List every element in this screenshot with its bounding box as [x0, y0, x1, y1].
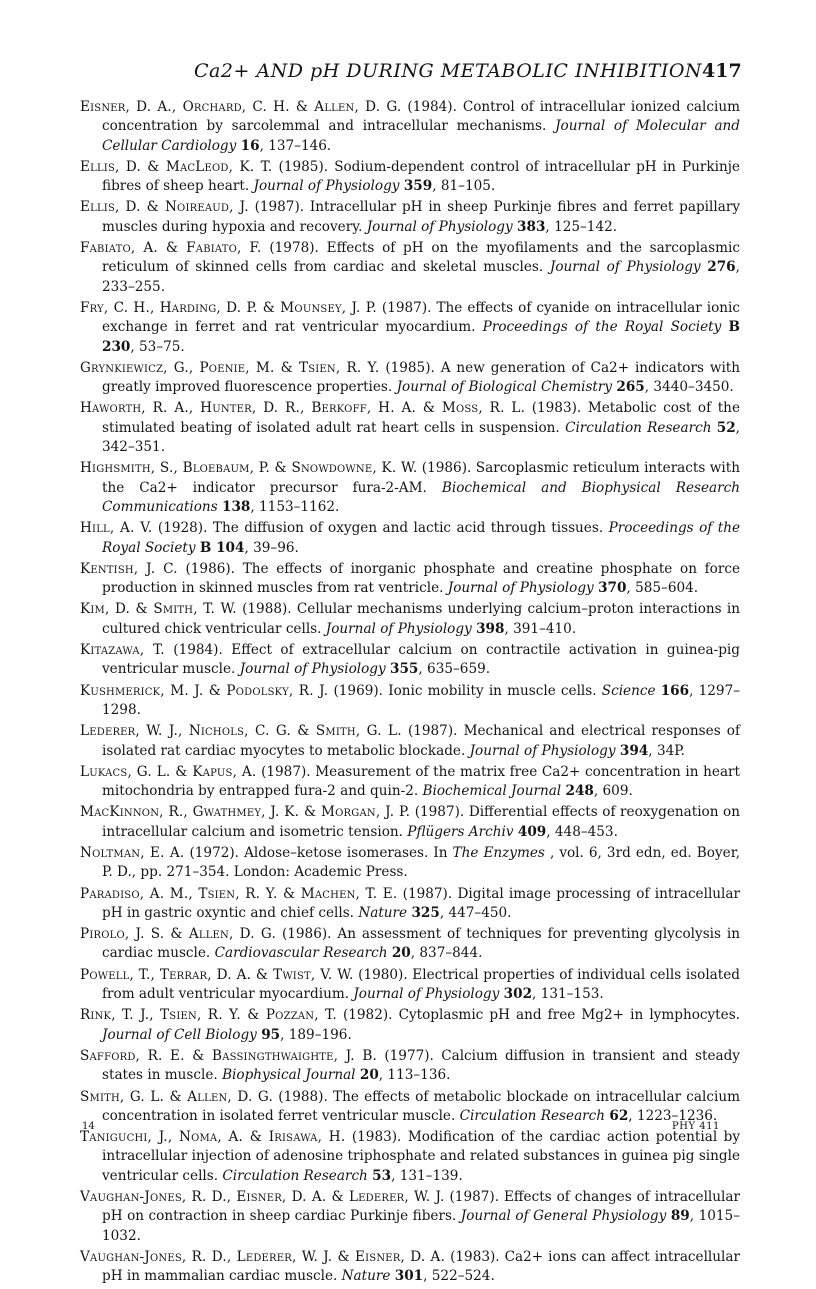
reference-journal: Nature	[358, 904, 408, 921]
reference-journal: Journal of Physiology	[469, 742, 616, 759]
reference-year: (1987).	[414, 804, 465, 821]
reference-year: (1987).	[402, 885, 453, 902]
reference-entry	[80, 1188, 740, 1246]
reference-entry	[80, 98, 740, 156]
reference-authors: Vaughan-Jones, R. D., Eisner, D. A. & Lederer, W. J.	[80, 1189, 445, 1206]
reference-journal: Journal of General Physiology	[460, 1208, 667, 1225]
reference-entry	[80, 600, 740, 639]
reference-volume: 20	[359, 1067, 379, 1084]
running-header	[0, 60, 816, 90]
reference-entry	[80, 359, 740, 398]
reference-volume: 383	[517, 218, 546, 235]
running-title: Ca2+ AND pH DURING METABOLIC INHIBITION	[194, 60, 703, 82]
reference-volume: 355	[390, 661, 419, 678]
reference-year: (1984).	[407, 99, 457, 115]
reference-list	[80, 98, 740, 1289]
reference-year: (1984).	[173, 642, 223, 659]
reference-entry	[80, 1248, 740, 1287]
reference-journal: Proceedings of the Royal Society	[102, 520, 741, 556]
reference-journal: Circulation Research	[222, 1167, 368, 1184]
reference-title: Ca2+ ions can affect intracellular pH in mammalian cardiac muscle.	[102, 1248, 740, 1285]
reference-pages: , 585–604.	[626, 580, 699, 597]
reference-year: (1982).	[342, 1007, 393, 1024]
reference-volume: 16	[240, 137, 260, 154]
reference-year: (1986).	[185, 560, 236, 577]
reference-entry	[80, 763, 740, 802]
reference-authors: Kitazawa, T.	[80, 642, 165, 659]
reference-authors: Fabiato, A. & Fabiato, F.	[80, 240, 262, 257]
reference-authors: Eisner, D. A., Orchard, C. H. & Allen, D. G.	[80, 99, 402, 115]
reference-volume: 265	[616, 379, 645, 396]
reference-pages: , 39–96.	[244, 539, 299, 556]
reference-journal: Journal of Physiology	[239, 661, 386, 678]
reference-year: (1983).	[450, 1248, 500, 1265]
reference-pages: , 1153–1162.	[250, 498, 340, 515]
reference-title: Digital image processing of intracellular pH in gastric oxyntic and chief cells.	[102, 885, 741, 921]
reference-journal: Circulation Research	[459, 1107, 606, 1124]
reference-year: (1985).	[278, 158, 329, 175]
reference-year: (1977).	[384, 1047, 434, 1064]
reference-authors: Lederer, W. J., Nichols, C. G. & Smith, G. L.	[80, 723, 402, 740]
reference-journal: Journal of Biological Chemistry	[396, 379, 613, 396]
reference-title: Aldose–ketose isomerases. In	[244, 844, 448, 861]
reference-journal: Proceedings of the Royal Society	[482, 319, 722, 336]
reference-journal: Biochemical Journal	[422, 783, 562, 800]
reference-volume: 62	[609, 1107, 629, 1124]
reference-pages: , vol. 6, 3rd edn, ed. Boyer, P. D., pp. 271–354. London: Academic Press.	[102, 844, 741, 881]
reference-entry	[80, 1006, 740, 1045]
page-footer	[0, 1121, 816, 1137]
reference-volume: 53	[372, 1167, 392, 1184]
reference-title: Effects of changes of intracellular pH on contraction in sheep cardiac Purkinje fibers.	[102, 1189, 740, 1225]
reference-entry	[80, 399, 740, 457]
reference-year: (1987).	[381, 299, 432, 316]
reference-journal: Biochemical and Biophysical Research Communications	[102, 479, 740, 515]
reference-year: (1985).	[385, 359, 435, 376]
reference-pages: , 1297–1298.	[102, 682, 741, 718]
reference-authors: Paradiso, A. M., Tsien, R. Y. & Machen, T. E.	[80, 885, 398, 902]
reference-entry	[80, 158, 740, 197]
reference-journal: Cardiovascular Research	[214, 945, 388, 962]
reference-volume: 52	[716, 419, 736, 436]
reference-pages: , 837–844.	[410, 945, 483, 962]
reference-authors: Highsmith, S., Bloebaum, P. & Snowdowne, K. W.	[80, 460, 418, 477]
reference-entry	[80, 198, 740, 237]
reference-title: Modification of the cardiac action potential by intracellular injection of adenosine triphosphate and related substances in guinea pig single ventricular cells.	[102, 1129, 741, 1184]
reference-entry	[80, 844, 740, 883]
reference-volume: 409	[517, 823, 547, 840]
reference-pages: , 34P.	[648, 742, 685, 759]
reference-authors: Ellis, D. & Noireaud, J.	[80, 199, 249, 216]
reference-journal: Biophysical Journal	[222, 1067, 356, 1084]
reference-title: The effects of inorganic phosphate and creatine phosphate on force production in skinned muscles from rat ventricle.	[102, 560, 740, 597]
reference-volume: 20	[391, 945, 411, 962]
reference-pages: , 1015–1032.	[102, 1208, 740, 1244]
reference-entry	[80, 682, 740, 721]
reference-journal: Journal of Cell Biology	[102, 1026, 257, 1043]
reference-authors: Grynkiewicz, G., Poenie, M. & Tsien, R. Y.	[80, 359, 380, 376]
reference-title: Sarcoplasmic reticulum interacts with the Ca2+ indicator precursor fura-2-AM.	[102, 460, 740, 496]
reference-entry	[80, 560, 740, 599]
reference-pages: , 233–255.	[102, 259, 740, 295]
reference-authors: Safford, R. E. & Bassingthwaighte, J. B.	[80, 1047, 378, 1064]
reference-pages: , 522–524.	[423, 1268, 495, 1285]
reference-title: Metabolic cost of the stimulated beating of isolated adult rat heart cells in suspension.	[102, 400, 740, 436]
reference-entry	[80, 722, 740, 761]
reference-year: (1988).	[242, 601, 292, 618]
reference-title: Cytoplasmic pH and free Mg2+ in lymphocytes.	[398, 1007, 740, 1024]
reference-title: Measurement of the matrix free Ca2+ concentration in heart mitochondria by entrapped fura-2 and quin-2.	[102, 763, 741, 800]
reference-pages: , 131–139.	[391, 1167, 463, 1184]
reference-volume: 95	[261, 1026, 281, 1043]
reference-pages: , 125–142.	[545, 218, 618, 235]
reference-volume: 370	[598, 580, 627, 597]
reference-journal: Journal of Physiology	[549, 259, 701, 276]
reference-year: (1983).	[531, 400, 582, 417]
reference-title: An assessment of techniques for preventing glycolysis in cardiac muscle.	[102, 926, 741, 962]
reference-title: Differential effects of reoxygenation on intracellular calcium and isometric tension.	[102, 804, 740, 840]
reference-pages: , 3440–3450.	[644, 379, 734, 396]
reference-journal: Journal of Physiology	[325, 620, 472, 637]
reference-journal: Circulation Research	[565, 419, 712, 436]
signature-mark: 14	[82, 1121, 95, 1132]
reference-title: Electrical properties of individual cells isolated from adult ventricular myocardium.	[102, 966, 740, 1003]
reference-year: (1986).	[281, 926, 332, 943]
reference-year: (1983).	[351, 1129, 402, 1146]
reference-journal: Journal of Physiology	[447, 580, 594, 597]
reference-entry	[80, 803, 740, 842]
reference-authors: Fry, C. H., Harding, D. P. & Mounsey, J. P.	[80, 299, 377, 316]
reference-year: (1987).	[407, 723, 458, 740]
reference-entry	[80, 239, 740, 297]
reference-authors: Rink, T. J., Tsien, R. Y. & Pozzan, T.	[80, 1007, 337, 1024]
reference-title: A new generation of Ca2+ indicators with greatly improved fluorescence properties.	[102, 359, 741, 396]
reference-entry	[80, 885, 740, 924]
reference-year: (1969).	[333, 682, 383, 699]
page-number: 417	[702, 60, 742, 82]
reference-volume: 359	[403, 178, 433, 195]
reference-entry	[80, 966, 740, 1005]
reference-entry	[80, 1047, 740, 1086]
reference-year: (1928).	[157, 520, 208, 537]
reference-authors: Pirolo, J. S. & Allen, D. G.	[80, 926, 277, 943]
reference-volume: 398	[476, 620, 505, 637]
reference-title: The diffusion of oxygen and lactic acid through tissues.	[212, 520, 604, 537]
reference-title: Intracellular pH in sheep Purkinje fibres and ferret papillary muscles during hypoxia and recovery.	[102, 199, 741, 235]
reference-title: Calcium diffusion in transient and steady states in muscle.	[102, 1047, 740, 1084]
reference-authors: Lukacs, G. L. & Kapus, A.	[80, 763, 257, 780]
reference-journal: Science	[601, 682, 656, 699]
reference-volume: 138	[222, 498, 251, 515]
reference-year: (1978).	[269, 240, 319, 257]
reference-title: Effects of pH on the myofilaments and the sarcoplasmic reticulum of skinned cells from cardiac and skeletal muscles.	[102, 240, 740, 276]
reference-journal: Journal of Physiology	[353, 986, 500, 1003]
reference-pages: , 137–146.	[259, 137, 332, 154]
reference-entry	[80, 519, 740, 558]
reference-authors: Hill, A. V.	[80, 520, 153, 537]
reference-journal: Journal of Physiology	[253, 178, 400, 195]
reference-authors: Kentish, J. C.	[80, 560, 178, 577]
reference-year: (1986).	[421, 460, 472, 477]
reference-entry	[80, 299, 740, 357]
reference-pages: , 391–410.	[504, 620, 577, 637]
reference-year: (1987).	[254, 199, 305, 216]
reference-volume: 394	[619, 742, 649, 759]
reference-volume: 248	[565, 783, 594, 800]
reference-entry	[80, 925, 740, 964]
journal-code: PHY 411	[672, 1121, 720, 1132]
reference-pages: , 447–450.	[439, 904, 512, 921]
reference-pages: , 1223–1236.	[628, 1107, 718, 1124]
reference-authors: Haworth, R. A., Hunter, D. R., Berkoff, H. A. & Moss, R. L.	[80, 400, 526, 417]
reference-title: The effects of cyanide on intracellular ionic exchange in ferret and rat ventricular myocardium.	[102, 299, 741, 336]
reference-pages: , 448–453.	[546, 823, 618, 840]
reference-journal: Journal of Physiology	[366, 218, 513, 235]
reference-journal: The Enzymes	[452, 844, 545, 861]
reference-title: Effect of extracellular calcium on contractile activation in guinea-pig ventricular muscle.	[102, 642, 740, 678]
reference-volume: 89	[670, 1208, 690, 1225]
reference-year: (1972).	[189, 844, 239, 861]
reference-authors: Ellis, D. & MacLeod, K. T.	[80, 158, 273, 175]
reference-title: Control of intracellular ionized calcium concentration by sarcolemmal and intracellular mechanisms.	[102, 99, 740, 135]
reference-volume: B 230	[102, 319, 740, 355]
reference-authors: Noltman, E. A.	[80, 844, 185, 861]
reference-authors: MacKinnon, R., Gwathmey, J. K. & Morgan, J. P.	[80, 804, 411, 821]
reference-title: Cellular mechanisms underlying calcium–proton interactions in cultured chick ventricular cells.	[102, 601, 740, 637]
reference-title: The effects of metabolic blockade on intracellular calcium concentration in isolated ferret ventricular muscle.	[102, 1088, 740, 1124]
reference-volume: 325	[411, 904, 440, 921]
reference-entry	[80, 459, 740, 517]
reference-pages: , 635–659.	[418, 661, 491, 678]
reference-pages: , 189–196.	[280, 1026, 352, 1043]
reference-volume: B 104	[199, 539, 245, 556]
reference-journal: Pflügers Archiv	[407, 823, 514, 840]
reference-pages: , 81–105.	[432, 178, 496, 195]
reference-title: Ionic mobility in muscle cells.	[388, 682, 597, 699]
reference-pages: , 609.	[593, 783, 633, 800]
reference-authors: Vaughan-Jones, R. D., Lederer, W. J. & Eisner, D. A.	[80, 1248, 446, 1265]
reference-volume: 301	[394, 1268, 424, 1285]
reference-title: Mechanical and electrical responses of isolated rat cardiac myocytes to metabolic blockade.	[102, 723, 741, 759]
reference-pages: , 342–351.	[102, 419, 740, 456]
reference-title: Sodium-dependent control of intracellular pH in Purkinje fibres of sheep heart.	[102, 158, 740, 195]
reference-pages: , 53–75.	[130, 338, 185, 355]
reference-pages: , 113–136.	[378, 1067, 451, 1084]
reference-year: (1987).	[261, 763, 311, 780]
reference-journal: Nature	[341, 1268, 391, 1285]
reference-journal: Journal of Molecular and Cellular Cardiology	[102, 118, 741, 154]
reference-authors: Kim, D. & Smith, T. W.	[80, 601, 237, 618]
reference-year: (1988).	[278, 1088, 328, 1105]
reference-pages: , 131–153.	[532, 986, 604, 1003]
reference-authors: Smith, G. L. & Allen, D. G.	[80, 1088, 274, 1105]
reference-entry	[80, 641, 740, 680]
reference-volume: 166	[660, 682, 690, 699]
reference-authors: Taniguchi, J., Noma, A. & Irisawa, H.	[80, 1129, 346, 1146]
reference-volume: 302	[503, 986, 533, 1003]
reference-year: (1980).	[358, 966, 408, 983]
reference-year: (1987).	[449, 1189, 500, 1206]
reference-authors: Kushmerick, M. J. & Podolsky, R. J.	[80, 682, 329, 699]
reference-authors: Powell, T., Terrar, D. A. & Twist, V. W.	[80, 966, 354, 983]
reference-volume: 276	[707, 259, 736, 276]
